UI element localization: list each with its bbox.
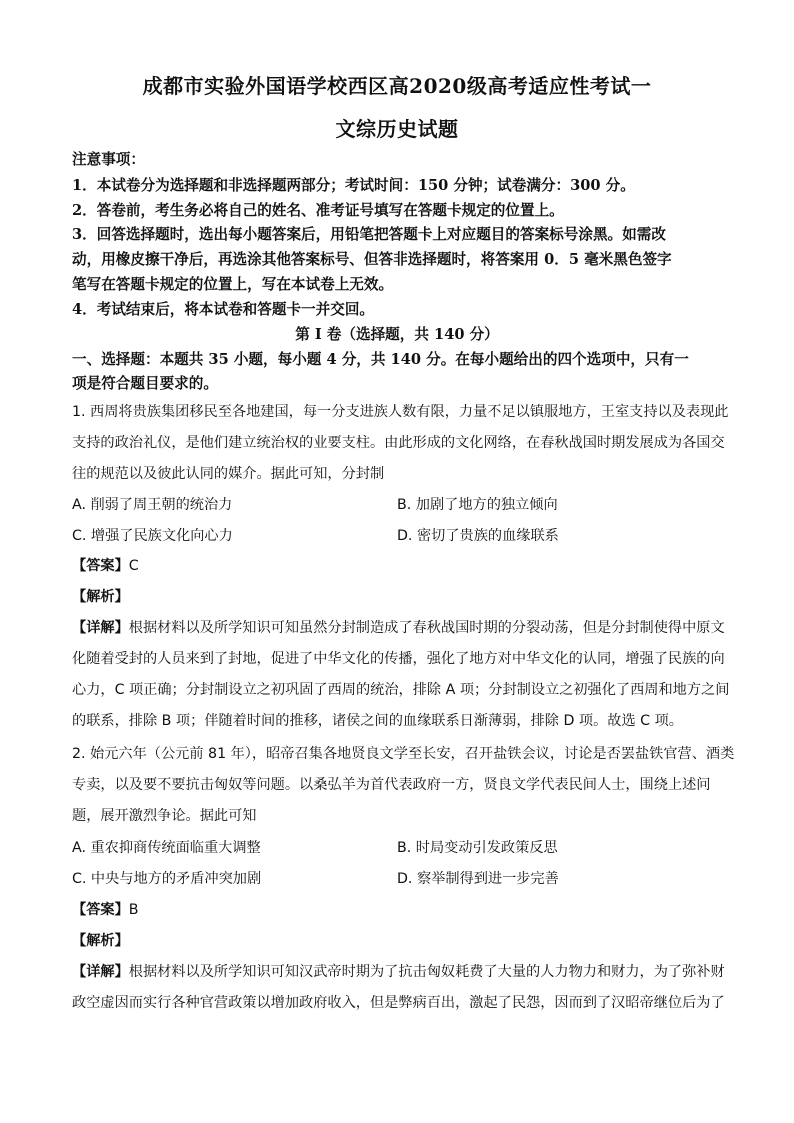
detail-line: 化随着受封的人员来到了封地，促进了中华文化的传播，强化了地方对中华文化的认同，增强了民族的向 — [72, 651, 725, 667]
detail-line: 【详解】根据材料以及所学知识可知虽然分封制造成了春秋战国时期的分裂动荡，但是分封制使得中原文 — [72, 620, 725, 636]
option-d: D. 察举制得到进一步完善 — [397, 871, 559, 887]
question-stem: 题，展开激烈争论。据此可知 — [72, 808, 257, 824]
notice-line: 动，用橡皮擦干净后，再选涂其他答案标号、但答非选择题时，将答案用 0．5 毫米黑色签字 — [72, 251, 672, 268]
question-stem: 1. 西周将贵族集团移民至各地建国，每一分支进族人数有限，力量不足以镇服地方，王室支持以及表现此 — [72, 404, 729, 420]
detail-line: 心力，C 项正确；分封制设立之初巩固了西周的统治，排除 A 项；分封制设立之初强化了西周和地方之间 — [72, 682, 730, 698]
notice-line: 1．本试卷分为选择题和非选择题两部分；考试时间：150 分钟；试卷满分：300 分。 — [72, 177, 635, 194]
notice-line: 4．考试结束后，将本试卷和答题卡一并交回。 — [72, 301, 375, 318]
notice-line: 3．回答选择题时，选出每小题答案后，用铅笔把答题卡上对应题目的答案标号涂黑。如需改 — [72, 226, 666, 243]
question-stem: 支持的政治礼仪，是他们建立统治权的业要支柱。由此形成的文化网络，在春秋战国时期发展成为各国交 — [72, 435, 725, 451]
question-stem: 2. 始元六年（公元前 81 年），昭帝召集各地贤良文学至长安，召开盐铁会议，讨论是否罢盐铁官营、酒类 — [72, 746, 735, 762]
analysis-label: 【解析】 — [72, 933, 129, 949]
answer-line — [72, 555, 139, 575]
option-a: A. 重农抑商传统面临重大调整 — [72, 840, 261, 856]
answer-line — [72, 899, 139, 919]
answer-value: C — [128, 558, 139, 574]
section-heading: 一、选择题：本题共 35 小题，每小题 4 分，共 140 分。在每小题给出的四个选项中，只有一 — [72, 351, 689, 368]
answer-value: B — [128, 902, 139, 918]
notice-line: 2．答卷前，考生务必将自己的姓名、准考证号填写在答题卡规定的位置上。 — [72, 202, 564, 219]
section-heading-cont: 项是符合题目要求的。 — [72, 375, 218, 392]
answer-label: 【答案】 — [72, 558, 129, 574]
notice-heading: 注意事项： — [72, 151, 145, 168]
detail-line: 政空虚因而实行各种官营政策以增加政府收入，但是弊病百出，激起了民怨，因而到了汉昭帝继位后为了 — [72, 995, 725, 1011]
detail-line: 的联系，排除 B 项；伴随着时间的推移，诸侯之间的血缘联系日渐薄弱，排除 D 项。故选 C 项。 — [72, 713, 683, 729]
answer-label: 【答案】 — [72, 902, 129, 918]
exam-title: 成都市实验外国语学校西区高2020级高考适应性考试一 — [142, 74, 652, 98]
option-a: A. 削弱了周王朝的统治力 — [72, 497, 233, 513]
option-b: B. 时局变动引发政策反思 — [397, 840, 558, 856]
notice-line: 笔写在答题卡规定的位置上，写在本试卷上无效。 — [72, 276, 394, 293]
detail-line: 【详解】根据材料以及所学知识可知汉武帝时期为了抗击匈奴耗费了大量的人力物力和财力，为了弥补财 — [72, 964, 725, 980]
detail-label: 【详解】 — [72, 964, 129, 980]
option-b: B. 加剧了地方的独立倾向 — [397, 497, 558, 513]
option-c: C. 增强了民族文化向心力 — [72, 528, 233, 544]
detail-label: 【详解】 — [72, 620, 129, 636]
question-stem: 往的规范以及彼此认同的媒介。据此可知，分封制 — [72, 466, 385, 482]
option-d: D. 密切了贵族的血缘联系 — [397, 528, 559, 544]
option-c: C. 中央与地方的矛盾冲突加剧 — [72, 871, 262, 887]
exam-subtitle: 文综历史试题 — [335, 117, 459, 141]
part-heading: 第 Ⅰ 卷（选择题，共 140 分） — [295, 326, 499, 343]
question-stem: 专卖，以及要不要抗击匈奴等问题。以桑弘羊为首代表政府一方，贤良文学代表民间人士，围绕上述问 — [72, 777, 711, 793]
analysis-label: 【解析】 — [72, 589, 129, 605]
